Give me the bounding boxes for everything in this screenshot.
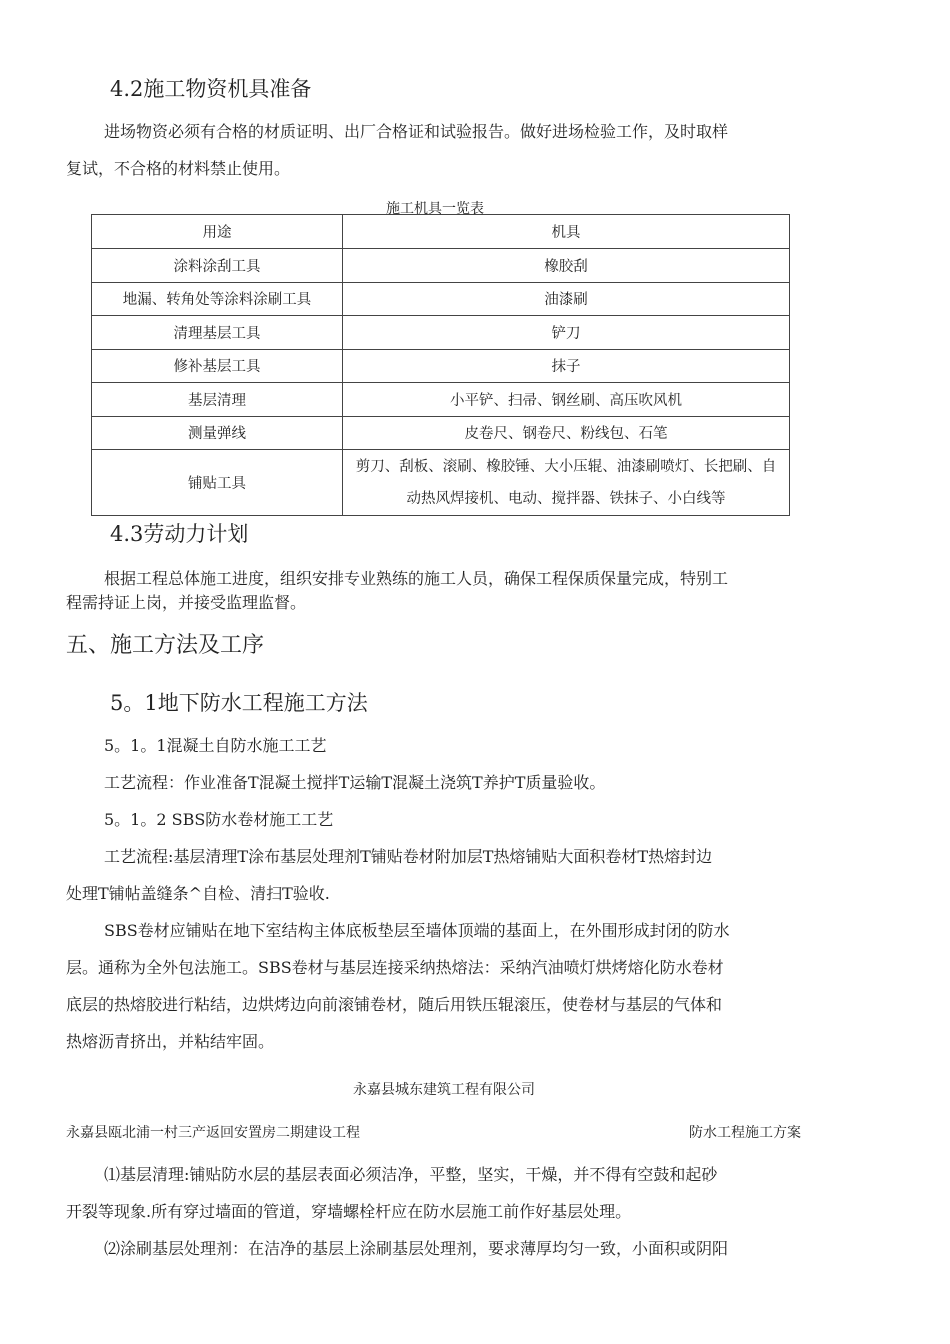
table-row: [92, 383, 790, 417]
column-header: 用途: [92, 215, 343, 249]
table-row: [92, 416, 790, 450]
paragraph-line: 开裂等现象.所有穿过墙面的管道，穿墙螺栓杆应在防水层施工前作好基层处理。: [66, 1202, 632, 1221]
table-cell: 剪刀、刮板、滚刷、橡胶锤、大小压辊、油漆刷喷灯、长把刷、自动热风焊接机、电动、搅拌器、铁抹子、小白线等: [343, 450, 790, 516]
table-caption: 施工机具一览表: [386, 201, 484, 217]
paragraph-line: 进场物资必须有合格的材质证明、出厂合格证和试验报告。做好进场检验工作，及时取样: [104, 122, 729, 141]
subsection-5-1-2: 5。1。2 SBS防水卷材施工工艺: [104, 810, 334, 829]
page-footer-company: 永嘉县城东建筑工程有限公司: [353, 1082, 535, 1098]
table-cell: 测量弹线: [92, 416, 343, 450]
table-cell: 抹子: [343, 349, 790, 383]
table-header-row: [92, 215, 790, 249]
subsection-5-1-1: 5。1。1混凝土自防水施工工艺: [104, 736, 327, 755]
table-row: [92, 450, 790, 516]
table-row: [92, 349, 790, 383]
table-cell: 修补基层工具: [92, 349, 343, 383]
paragraph-line: 程需持证上岗，并接受监理监督。: [66, 593, 307, 612]
section-4-3-title: 4.3劳动力计划: [110, 522, 249, 546]
table-cell: 铲刀: [343, 316, 790, 350]
paragraph-line: 底层的热熔胶进行粘结，边烘烤边向前滚铺卷材，随后用铁压辊滚压，使卷材与基层的气体和: [66, 995, 723, 1014]
table-row: [92, 249, 790, 283]
process-flow: 工艺流程:基层清理T涂布基层处理剂T铺贴卷材附加层T热熔铺贴大面积卷材T热熔封边: [104, 847, 713, 866]
process-flow: 处理T铺帖盖缝条^自检、清扫T验收.: [66, 884, 330, 903]
table-cell: 铺贴工具: [92, 450, 343, 516]
paragraph-line: SBS卷材应铺贴在地下室结构主体底板垫层至墙体顶端的基面上，在外围形成封闭的防水: [104, 921, 730, 940]
table-cell: 橡胶刮: [343, 249, 790, 283]
paragraph-line: ⑵涂刷基层处理剂：在洁净的基层上涂刷基层处理剂，要求薄厚均匀一致，小面积或阴阳: [104, 1239, 729, 1258]
paragraph-line: 热熔沥青挤出，并粘结牢固。: [66, 1032, 275, 1051]
tools-table: [91, 214, 790, 516]
section-5-1-title: 5。1地下防水工程施工方法: [110, 691, 368, 715]
table-cell: 油漆刷: [343, 282, 790, 316]
table-cell: 涂料涂刮工具: [92, 249, 343, 283]
table-row: [92, 316, 790, 350]
section-4-2-title: 4.2施工物资机具准备: [110, 77, 312, 101]
table-cell: 基层清理: [92, 383, 343, 417]
page-header-doc: 防水工程施工方案: [689, 1125, 801, 1141]
paragraph-line: ⑴基层清理:铺贴防水层的基层表面必须洁净，平整，坚实，干燥，并不得有空鼓和起砂: [104, 1165, 718, 1184]
table-cell: 地漏、转角处等涂料涂刷工具: [92, 282, 343, 316]
column-header: 机具: [343, 215, 790, 249]
paragraph-line: 层。通称为全外包法施工。SBS卷材与基层连接采纳热熔法：采纳汽油喷灯烘烤熔化防水卷材: [66, 958, 724, 977]
table-cell: 清理基层工具: [92, 316, 343, 350]
table-cell: 皮卷尺、钢卷尺、粉线包、石笔: [343, 416, 790, 450]
paragraph-line: 复试，不合格的材料禁止使用。: [66, 159, 291, 178]
table-row: [92, 282, 790, 316]
process-flow: 工艺流程：作业准备T混凝土搅拌T运输T混凝土浇筑T养护T质量验收。: [104, 773, 606, 792]
paragraph-line: 根据工程总体施工进度，组织安排专业熟练的施工人员，确保工程保质保量完成，特别工: [104, 569, 729, 588]
chapter-5-title: 五、施工方法及工序: [66, 633, 265, 658]
table-cell: 小平铲、扫帚、钢丝刷、高压吹风机: [343, 383, 790, 417]
page-header-project: 永嘉县瓯北浦一村三产返回安置房二期建设工程: [66, 1125, 360, 1141]
